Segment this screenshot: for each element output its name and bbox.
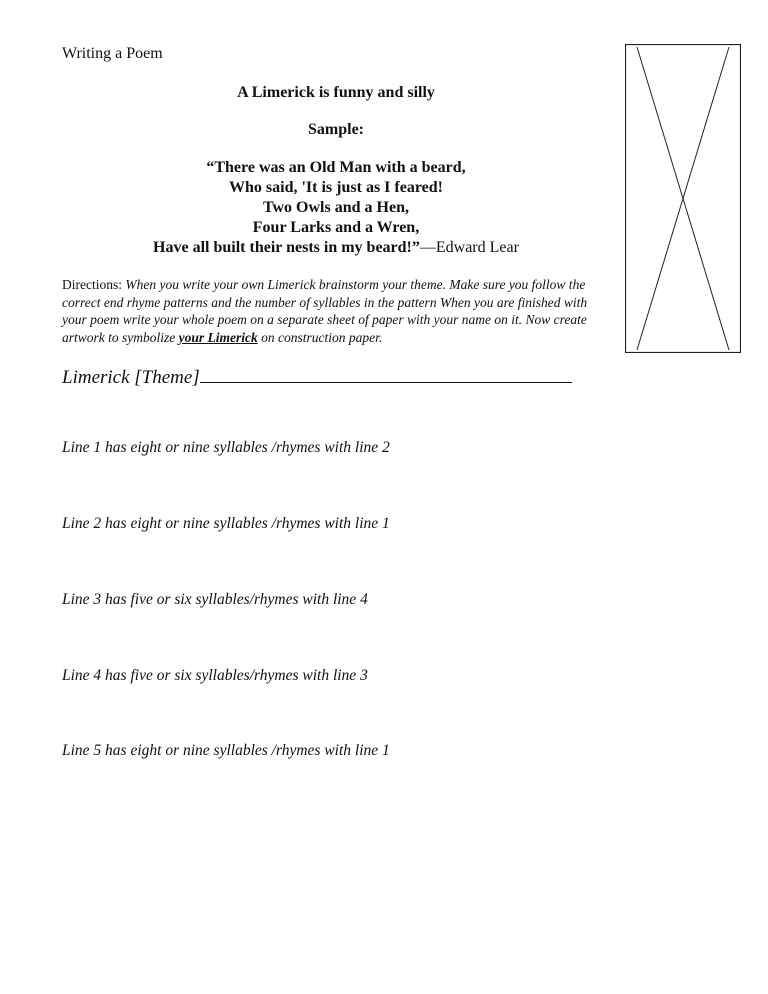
poem-line: “There was an Old Man with a beard,: [206, 159, 466, 176]
instruction-line-2: Line 2 has eight or nine syllables /rhymes with line 1: [62, 515, 390, 532]
sample-poem: [62, 158, 610, 258]
directions-text: When you write your own Limerick brainstorm your theme. Make sure you follow the correct end rhyme patterns and the number of syllables in the pattern When you are finished with your poem write your whole poem on a separate sheet of paper with your name on it. Now create artwork to symbolize: [62, 277, 588, 345]
theme-label: Limerick [Theme]: [62, 367, 200, 388]
instruction-line-4: Line 4 has five or six syllables/rhymes with line 3: [62, 667, 368, 684]
instruction-line-1: Line 1 has eight or nine syllables /rhymes with line 2: [62, 439, 390, 456]
poem-line: Who said, 'It is just as I feared!: [229, 179, 443, 196]
theme-blank-line[interactable]: [200, 364, 572, 383]
document-header: Writing a Poem: [62, 45, 163, 62]
directions-label: Directions:: [62, 277, 122, 292]
poem-line: Have all built their nests in my beard!”: [153, 239, 420, 256]
poem-author: —Edward Lear: [419, 239, 519, 256]
directions-text-end: on construction paper.: [257, 329, 383, 345]
image-placeholder: [625, 44, 741, 353]
sample-label: Sample:: [308, 121, 364, 138]
instruction-line-5: Line 5 has eight or nine syllables /rhymes with line 1: [62, 742, 390, 759]
instruction-line-3: Line 3 has five or six syllables/rhymes with line 4: [62, 591, 368, 608]
directions-paragraph: [62, 276, 612, 346]
theme-field: [62, 364, 572, 389]
page-title: A Limerick is funny and silly: [237, 84, 435, 101]
poem-last-line: [62, 238, 610, 258]
directions-emphasis: your Limerick: [178, 329, 258, 345]
poem-line: Two Owls and a Hen,: [263, 199, 409, 216]
poem-line: Four Larks and a Wren,: [252, 219, 420, 236]
